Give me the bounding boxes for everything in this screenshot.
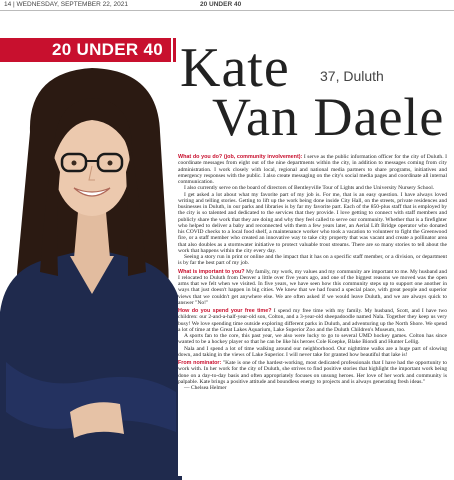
- page-number: 14: [4, 1, 12, 8]
- masthead: [0, 0, 454, 11]
- answer-free-time: I spend my free time with my family. My husband, Scott, and I have two children: our 2-and-a-half-year-old son, Colton, and a 3-year-old sheepadoodle named Nala. Together they keep us very busy! We love spending time outside exploring different parks in Duluth, and adventuring up the North Shore. We spend a lot of time at the Great Lakes Aquarium, Lake Superior Zoo and the Duluth Children's Museum, too.: [178, 308, 447, 333]
- question-free-time: How do you spend your free time?: [178, 308, 272, 314]
- paragraph-q3: [178, 308, 447, 333]
- page-date: WEDNESDAY, SEPTEMBER 22, 2021: [16, 1, 128, 8]
- paragraph-boards: I also currently serve on the board of directors of Bentleyville Tour of Lights and the University Nursery School.: [184, 185, 435, 192]
- article-body: [178, 154, 447, 476]
- nominator-signature: — Chelsea Helmer: [184, 385, 227, 391]
- section-name: 20 UNDER 40: [200, 1, 242, 8]
- question-important: What is important to you?: [178, 268, 245, 275]
- paragraph-favorite-part: I get asked a lot about what my favorite part of my job is. For me, that is an easy question. I have always loved writing and telling stories. Getting to lift up the work being done inside City Hall, on the streets, private residences and businesses in Duluth, in our parks and libraries is by far my favorite part. Each of the 850-plus staff that is employed by the city is so talented and dedicated to the services that they provide. I love getting to connect with staff members and publicly share the work that they are doing and why they feel called to serve our community. Whether that is a firefighter who helped to deliver a baby and reconnected with them a few years later, an Aerial Lift Bridge operator who donated his COVID checks to a local food shelf, a maintenance worker who took a vacation to volunteer to fight the Greenwood fire, or a staff member who created an innovative way to take city property that was vacant and create a pollinator area that also doubles as a stormwater initiative to protect valuable trout streams. There are so many stories to tell about the work that happens within the city every day.: [178, 191, 447, 254]
- nominator-label: From nominator:: [178, 360, 222, 366]
- answer-important: My family, my work, my values and my community are important to me. My husband and I relocated to Duluth from Denver a little over five years ago, and one of the biggest reasons we moved was the open arms that we felt when we visited. In five years, we have seen how this community steps up to support one another in ways that just doesn't happen in big cities. We knew that we had found a special place, with great people and superior views that we couldn't get anywhere else. We are often asked if we would leave Duluth, and we are always quick to answer "No!": [178, 268, 447, 306]
- paragraph-q2: [178, 269, 447, 307]
- honoree-portrait: [0, 62, 182, 480]
- paragraph-walks: Nala and I spend a lot of time walking around our neighborhood. Our nighttime walks are a huge part of slowing down, and taking in the views of Lake Superior. I will never take for granted how beautiful that lake is!: [178, 345, 447, 358]
- honoree-age-city: 37, Duluth: [320, 68, 384, 84]
- banner-stripe: [173, 38, 176, 62]
- page-number-date: 14 | WEDNESDAY, SEPTEMBER 22, 2021: [4, 1, 128, 8]
- section-banner: [0, 38, 171, 62]
- honoree-last-name: Van Daele: [212, 87, 445, 147]
- paragraph-nominator: [178, 360, 447, 385]
- paragraph-q1: [178, 154, 447, 185]
- question-job: What do you do? (job, community involvement):: [178, 154, 303, 160]
- honoree-first-name: Kate: [180, 37, 290, 99]
- answer-job: I serve as the public information officer for the city of Duluth. I coordinate messages from eight out of the nine departments within the city, in addition to messages coming from city administration. I work closely with local, regional and national media partners to share programs, initiatives and emergency responses with the public. I also create messaging on the city's social media pages and coordinate all internal communication.: [178, 154, 447, 185]
- portrait-illustration: [0, 62, 182, 480]
- paragraph-best-part: Seeing a story run in print or online and the impact that it has on a specific staff member, or a division, or department is by far the best part of my job.: [178, 254, 447, 267]
- paragraph-sports: A sports fan to the core, this past year, we also were lucky to go to several UMD hockey games. Colton has since wanted to be a hockey player so that he can be like his heroes Cole Koepke, Blake Biondi and Hunter Lellig.: [178, 333, 447, 346]
- banner-label: 20 UNDER 40: [51, 40, 163, 59]
- nominator-quote: "Kate is one of the hardest-working, most dedicated professionals that I have had the opportunity to work with. In her work for the city of Duluth, she strives to find positive stories that highlight the important work being done on a day-to-day basis and often appropriately focuses on unsung heroes. Her love of her work and community is palpable. Kate brings a positive attitude and boundless energy to projects and is always generating fresh ideas.": [178, 360, 447, 385]
